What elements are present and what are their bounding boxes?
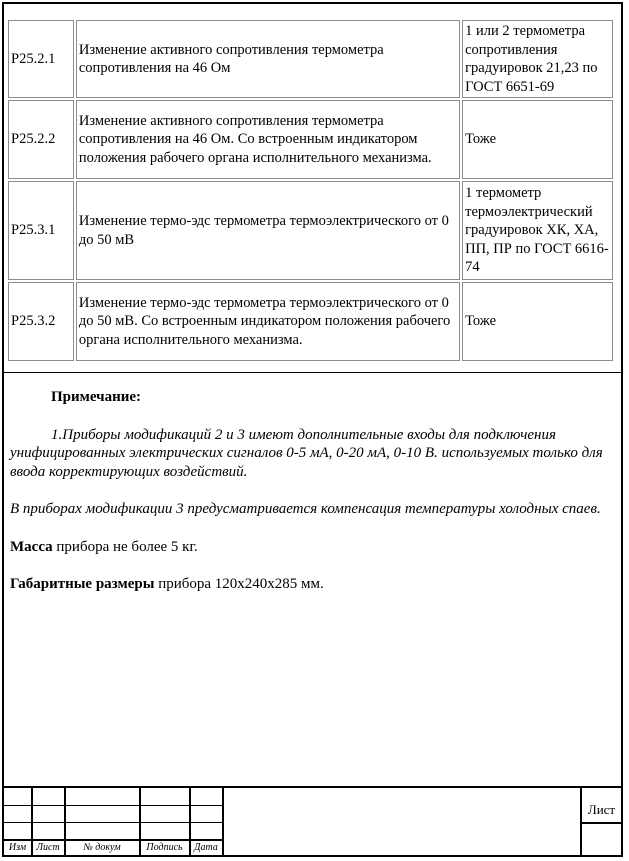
dimensions-label: Габаритные размеры	[10, 576, 155, 592]
row-code: P25.2.2	[8, 100, 74, 179]
row-description: Изменение термо-эдс термометра термоэлектрического от 0 до 50 мВ. Со встроенным индикатором положения рабочего органа исполнительного механизма.	[76, 282, 460, 361]
mass-line	[10, 538, 614, 557]
row-description: Изменение термо-эдс термометра термоэлектрического от 0 до 50 мВ	[76, 181, 460, 280]
row-code: P25.3.1	[8, 181, 74, 280]
mass-label: Масса	[10, 538, 53, 555]
row-code: P25.2.1	[8, 20, 74, 98]
dimensions-line	[10, 575, 614, 594]
table-row	[8, 181, 613, 280]
title-block	[4, 786, 621, 857]
notes-title: Примечание:	[51, 389, 142, 405]
note-paragraph-2: В приборах модификации 3 предусматривается компенсация температуры холодных спаев.	[10, 501, 601, 517]
doc-number-caption: № докум	[83, 842, 121, 853]
mass-text: прибора не более 5 кг.	[52, 538, 198, 555]
specification-table	[6, 18, 615, 363]
row-device: 1 или 2 термометра сопротивления градуировок 21,23 по ГОСТ 6651-69	[462, 20, 613, 98]
table-cut-line	[4, 372, 621, 373]
izm-caption: Изм	[8, 842, 27, 853]
row-description: Изменение активного сопротивления термометра сопротивления на 46 Ом. Со встроенным индикатором положения рабочего органа исполнительного механизма.	[76, 100, 460, 179]
dimensions-text: прибора 120x240x285 мм.	[154, 576, 324, 592]
list-caption: Лист	[36, 842, 60, 853]
table-row	[8, 282, 613, 361]
row-description: Изменение активного сопротивления термометра сопротивления на 46 Ом	[76, 20, 460, 98]
sheet-label: Лист	[587, 802, 616, 817]
row-device: Тоже	[462, 282, 613, 361]
notes-section	[10, 388, 614, 594]
signature-caption: Подпись	[146, 842, 183, 853]
note-paragraph-1: 1.Приборы модификаций 2 и 3 имеют дополнительные входы для подключения унифицированных электрических сигналов 0-5 мА, 0-20 мА, 0-10 В. используемых только для ввода корректирующих воздействий.	[10, 426, 603, 480]
table-row	[8, 100, 613, 179]
row-device: 1 термометр термоэлектрический градуировок ХК, ХА, ПП, ПР по ГОСТ 6616-74	[462, 181, 613, 280]
table-row	[8, 20, 613, 98]
row-device: Тоже	[462, 100, 613, 179]
date-caption: Дата	[194, 842, 218, 853]
row-code: P25.3.2	[8, 282, 74, 361]
